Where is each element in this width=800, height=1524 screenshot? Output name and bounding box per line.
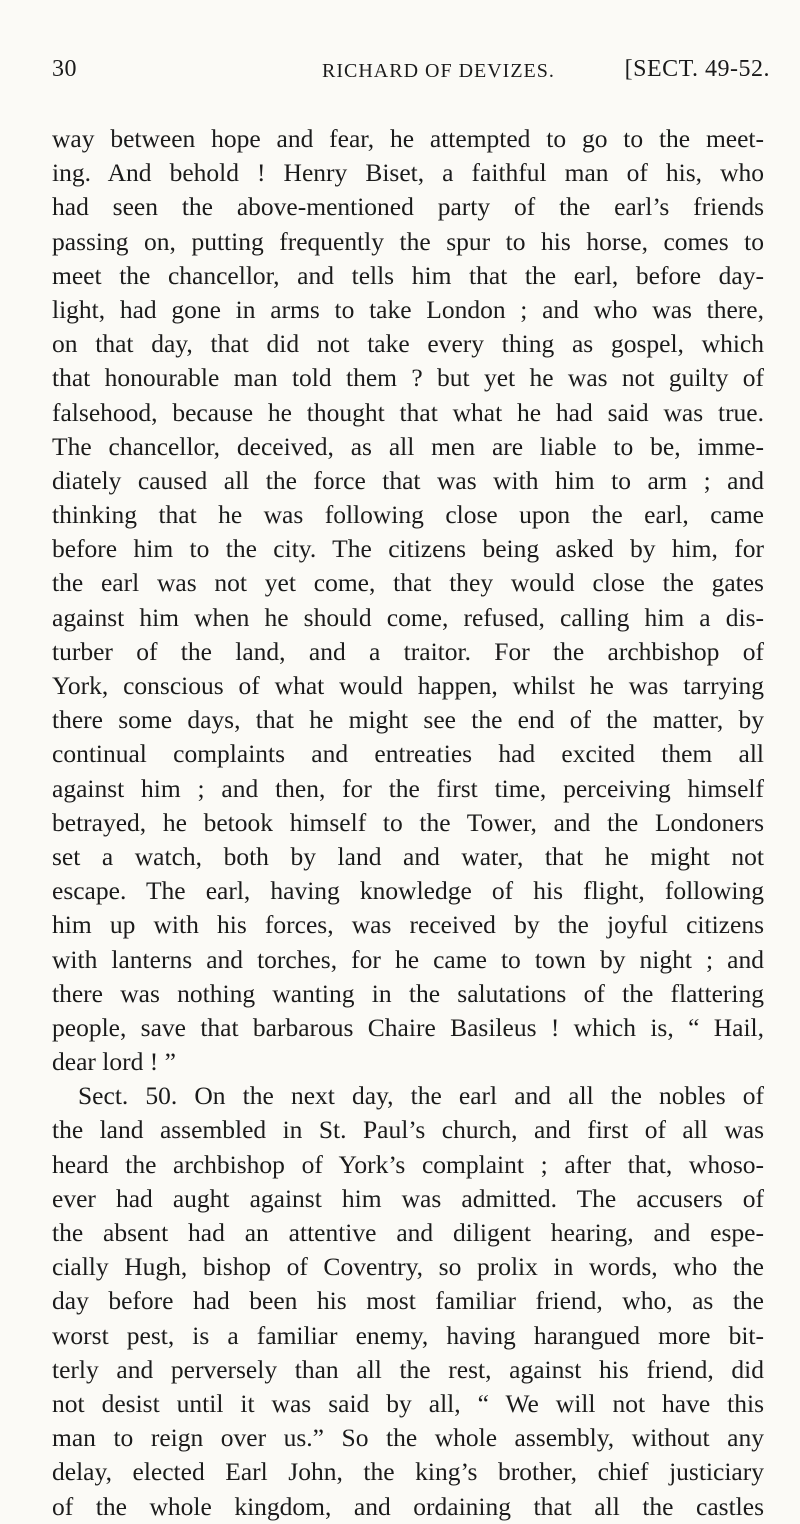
text-line: ing. And behold ! Henry Biset, a faithful man of his, who — [52, 158, 764, 188]
text-line: way between hope and fear, he attempted to go to the meet- — [52, 124, 764, 153]
page-number: 30 — [52, 56, 77, 82]
text-line: worst pest, is a familiar enemy, having harangued more bit- — [52, 1320, 764, 1350]
text-line: people, save that barbarous Chaire Basileus ! which is, “ Hail, — [52, 1012, 764, 1042]
text-line: him up with his forces, was received by the joyful citizens — [52, 910, 764, 940]
text-line: turber of the land, and a traitor. For the archbishop of — [52, 636, 764, 666]
running-title: RICHARD OF DEVIZES. — [322, 60, 555, 82]
text-line: ever had aught against him was admitted. The accusers of — [52, 1183, 764, 1213]
text-line: falsehood, because he thought that what he had said was true. — [52, 397, 764, 427]
text-line: on that day, that did not take every thing as gospel, which — [52, 329, 764, 359]
text-line: continual complaints and entreaties had excited them all — [52, 739, 764, 769]
text-line: betrayed, he betook himself to the Tower, and the Londoners — [52, 807, 764, 837]
text-line: with lanterns and torches, for he came to town by night ; and — [52, 944, 764, 974]
text-line: day before had been his most familiar friend, who, as the — [52, 1286, 764, 1316]
text-line: against him ; and then, for the first time, perceiving himself — [52, 773, 764, 803]
text-line: York, conscious of what would happen, whilst he was tarrying — [52, 671, 764, 700]
text-line: not desist until it was said by all, “ We will not have this — [52, 1388, 764, 1418]
text-line: heard the archbishop of York’s complaint ; after that, whoso- — [52, 1149, 764, 1179]
text-line: the absent had an attentive and diligent hearing, and espe- — [52, 1218, 764, 1247]
text-line: light, had gone in arms to take London ; and who was there, — [52, 294, 764, 324]
text-line: terly and perversely than all the rest, against his friend, did — [52, 1354, 764, 1384]
text-line: there some days, that he might see the end of the matter, by — [52, 705, 764, 735]
text-line: set a watch, both by land and water, that he might not — [52, 841, 764, 871]
text-line: man to reign over us.” So the whole assembly, without any — [52, 1423, 764, 1453]
text-line: the land assembled in St. Paul’s church, and first of all was — [52, 1115, 764, 1145]
running-head — [52, 52, 770, 92]
text-line: passing on, putting frequently the spur to his horse, comes to — [52, 226, 764, 256]
section-start-line: Sect. 50. On the next day, the earl and all the nobles of — [78, 1081, 764, 1111]
section-reference: [SECT. 49-52. — [624, 56, 770, 82]
text-line: thinking that he was following close upon the earl, came — [52, 500, 764, 530]
text-line: cially Hugh, bishop of Coventry, so prolix in words, who the — [52, 1252, 764, 1282]
text-line: there was nothing wanting in the salutations of the flattering — [52, 978, 764, 1008]
text-line: meet the chancellor, and tells him that the earl, before day- — [52, 260, 764, 290]
text-line: delay, elected Earl John, the king’s brother, chief justiciary — [52, 1457, 764, 1487]
text-line: had seen the above-mentioned party of the earl’s friends — [52, 192, 764, 222]
text-line: escape. The earl, having knowledge of his flight, following — [52, 876, 764, 906]
text-line: that honourable man told them ? but yet he was not guilty of — [52, 363, 764, 393]
text-line: of the whole kingdom, and ordaining that all the castles — [52, 1491, 764, 1521]
text-line: diately caused all the force that was with him to arm ; and — [52, 465, 764, 495]
text-line: The chancellor, deceived, as all men are liable to be, imme- — [52, 431, 764, 461]
text-line: the earl was not yet come, that they would close the gates — [52, 568, 764, 598]
body-text — [52, 122, 764, 1524]
text-line: against him when he should come, refused, calling him a dis- — [52, 602, 764, 632]
text-line: before him to the city. The citizens being asked by him, for — [52, 534, 764, 564]
text-line: dear lord ! ” — [52, 1047, 176, 1077]
